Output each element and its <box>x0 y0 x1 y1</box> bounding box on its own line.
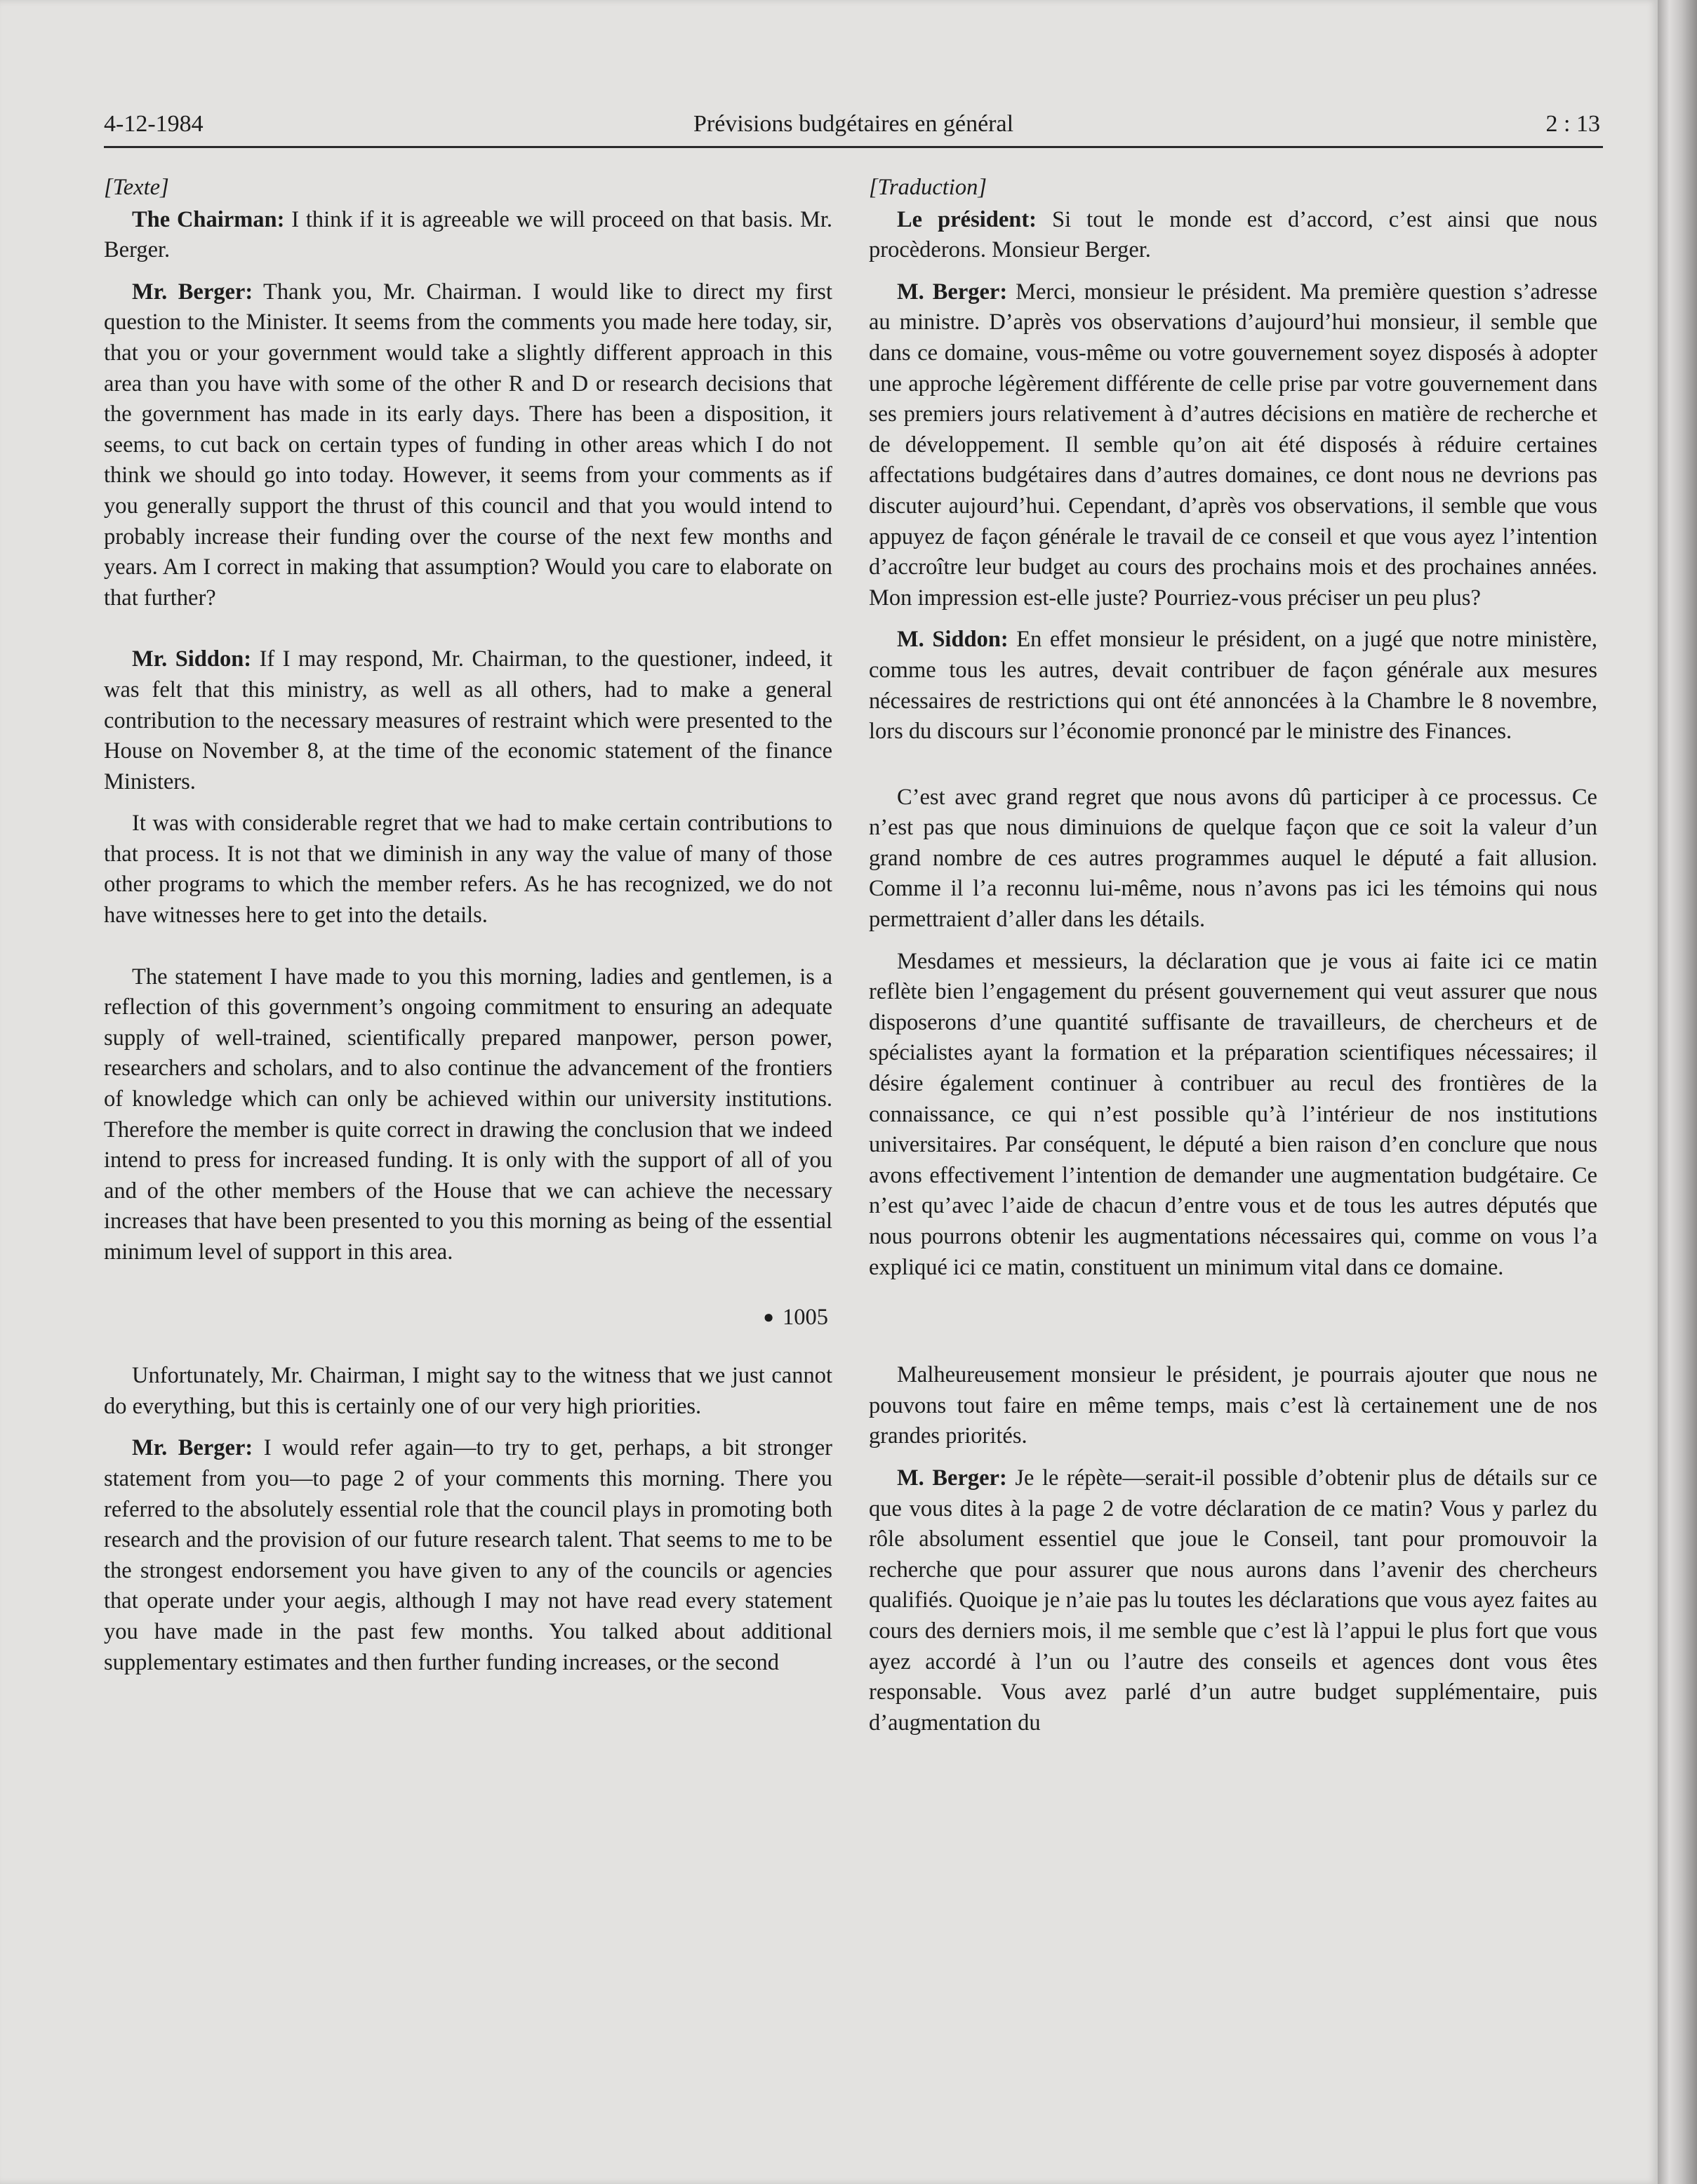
paragraph-text: Unfortunately, Mr. Chairman, I might say to the witness that we just cannot do everything, but this is certainly one of our very high priorities. <box>104 1363 832 1419</box>
paragraph <box>869 277 1597 614</box>
page-header <box>104 107 1603 148</box>
speaker-name: Mr. Berger: <box>132 1435 253 1461</box>
speaker-name: The Chairman: <box>132 206 285 232</box>
english-column <box>104 173 832 1689</box>
speaker-name: Mr. Siddon: <box>132 646 252 672</box>
paragraph-text: If I may respond, Mr. Chairman, to the questioner, indeed, it was felt that this ministry, as well as all others, had to make a general contribution to the necessary measures of restraint which were presented to the House on November 8, at the time of the economic statement of the finance Ministers. <box>104 646 832 794</box>
header-date: 4-12-1984 <box>104 111 204 137</box>
speaker-name: M. Berger: <box>897 279 1008 305</box>
paragraph <box>104 205 832 266</box>
paragraph-text: Malheureusement monsieur le président, je pourrais ajouter que nous ne pouvons tout faire en même temps, mais c’est là certainement une de nos grandes priorités. <box>869 1362 1597 1449</box>
paragraph <box>104 808 832 931</box>
paragraph-text: The statement I have made to you this morning, ladies and gentlemen, is a reflection of this government’s ongoing commitment to ensuring an adequate supply of well-trained, scientifically prepared manpower, person power, researchers and scholars, and to also continue the advancement of the frontiers of knowledge which can only be achieved within our university institutions. Therefore the member is quite correct in drawing the conclusion that we indeed intend to press for increased funding. It is only with the support of all of you and of the other members of the House that we can achieve the necessary increases that have been presented to you this morning as being of the essential minimum level of support in this area. <box>104 964 832 1265</box>
french-tag-label: Traduction <box>877 175 978 200</box>
time-marker <box>104 1302 828 1333</box>
paragraph-text: I would refer again—to try to get, perhaps, a bit stronger statement from you—to page 2 of your comments this morning. There you referred to the absolutely essential role that the council plays in promoting both research and the provision of our future research talent. That seems to me to be the strongest endorsement you have given to any of the councils or agencies that operate under your aegis, although I may not have read every statement you have made in the past few months. You talked about additional supplementary estimates and then further funding increases, or the second <box>104 1435 832 1675</box>
paragraph <box>869 1463 1597 1738</box>
speaker-name: Le président: <box>897 206 1037 232</box>
paragraph <box>869 1360 1597 1452</box>
paragraph-text: Si tout le monde est d’accord, c’est ainsi que nous procèderons. Monsieur Berger. <box>869 206 1597 263</box>
header-title: Prévisions budgétaires en général <box>693 111 1014 137</box>
paragraph <box>104 962 832 1268</box>
paragraph <box>869 783 1597 935</box>
paragraph <box>104 644 832 797</box>
header-page-number: 2 : 13 <box>1545 111 1600 137</box>
paragraph <box>104 1433 832 1678</box>
paragraph <box>104 277 832 614</box>
time-marker-value: 1005 <box>783 1304 828 1330</box>
speaker-name: M. Berger: <box>897 1465 1007 1491</box>
book-spine-edge <box>1658 0 1697 2184</box>
paragraph-text: Mesdames et messieurs, la déclaration que je vous ai faite ici ce matin reflète bien l’engagement du présent gouvernement qui veut assurer que nous disposerons d’une quantité suffisante de travailleurs, de chercheurs et de spécialistes ayant la formation et la préparation scientifiques nécessaires; il désire également continuer à contribuer au recul des frontières de la connaissance, ce qui n’est possible qu’à l’intérieur de nos institutions universitaires. Par conséquent, le député a bien raison d’en conclure que nous avons effectivement l’intention de demander une augmentation budgétaire. Ce n’est qu’avec l’aide de chacun d’entre vous et de tous les autres députés que nous pourrons obtenir les augmentations nécessaires qui, comme on vous l’a expliqué ici ce matin, constituent un minimum vital dans ce domaine. <box>869 948 1597 1280</box>
english-tag-label: Texte <box>112 175 161 200</box>
paragraph-text: C’est avec grand regret que nous avons dû participer à ce processus. Ce n’est pas que nous diminuions de quelque façon que ce soit la valeur d’un grand nombre de ces autres programmes auquel le député a fait allusion. Comme il l’a reconnu lui-même, nous n’avons pas ici les témoins qui nous permettraient d’aller dans les détails. <box>869 784 1597 933</box>
paragraph-text: Merci, monsieur le président. Ma première question s’adresse au ministre. D’après vos observations d’aujourd’hui monsieur, il semble que dans ce domaine, vous-même ou votre gouvernement soyez disposés à adopter une approche légèrement différente de celle prise par votre gouvernement dans ses premiers jours relativement à d’autres décisions en matière de recherche et de développement. Il semble qu’on ait été disposés à réduire certaines affectations budgétaires dans d’autres domaines, ce dont nous ne devrions pas discuter aujourd’hui. Cependant, d’après vos observations, il semble que vous appuyez de façon générale le travail de ce conseil et que vous ayez l’intention d’accroître leur budget au cours des prochains mois et des prochaines années. Mon impression est-elle juste? Pourriez-vous préciser un peu plus? <box>869 279 1597 611</box>
paragraph-text: En effet monsieur le président, on a jugé que notre ministère, comme tous les autres, devait contribuer de façon générale aux mesures nécessaires de restrictions qui ont été annoncées à la Chambre le 8 novembre, lors du discours sur l’économie prononcé par le ministre des Finances. <box>869 627 1598 745</box>
paragraph-text: It was with considerable regret that we had to make certain contributions to that process. It is not that we diminish in any way the value of many of those other programs to which the member refers. As he has recognized, we do not have witnesses here to get into the details. <box>104 811 832 928</box>
english-tag: [Texte] <box>104 175 169 200</box>
french-column <box>869 173 1597 1750</box>
paragraph-text: I think if it is agreeable we will proceed on that basis. Mr. Berger. <box>104 206 832 263</box>
speaker-name: Mr. Berger: <box>132 279 253 305</box>
paragraph <box>869 205 1597 266</box>
paragraph-text: Thank you, Mr. Chairman. I would like to direct my first question to the Minister. It seems from the comments you made here today, sir, that you or your government would take a slightly different approach in this area than you have with some of the other R and D or research decisions that the government has made in its early days. There has been a disposition, it seems, to cut back on certain types of funding in other areas which I do not think we should go into today. However, it seems from your comments as if you generally support the thrust of this council and that you would intend to probably increase their funding over the course of the next few months and years. Am I correct in making that assumption? Would you care to elaborate on that further? <box>104 279 832 611</box>
bullet-icon: ● <box>763 1306 774 1327</box>
paragraph <box>869 625 1597 747</box>
paragraph-text: Je le répète—serait-il possible d’obtenir plus de détails sur ce que vous dites à la page 2 de votre déclaration de ce matin? Vous y parlez du rôle absolument essentiel que joue le Conseil, tant pour promouvoir la recherche que pour assurer que nous aurons dans l’avenir des chercheurs qualifiés. Quoique je n’aie pas lu toutes les déclarations que vous ayez faites au cours des derniers mois, il me semble que c’est là l’appui le plus fort que vous ayez accordé à l’un ou l’autre des conseils et agences dont vous êtes responsable. Vous avez parlé d’un autre budget supplémentaire, puis d’augmentation du <box>869 1465 1597 1736</box>
speaker-name: M. Siddon: <box>897 627 1009 653</box>
paragraph <box>104 1361 832 1422</box>
french-tag: [Traduction] <box>869 175 987 200</box>
paragraph <box>869 947 1597 1284</box>
